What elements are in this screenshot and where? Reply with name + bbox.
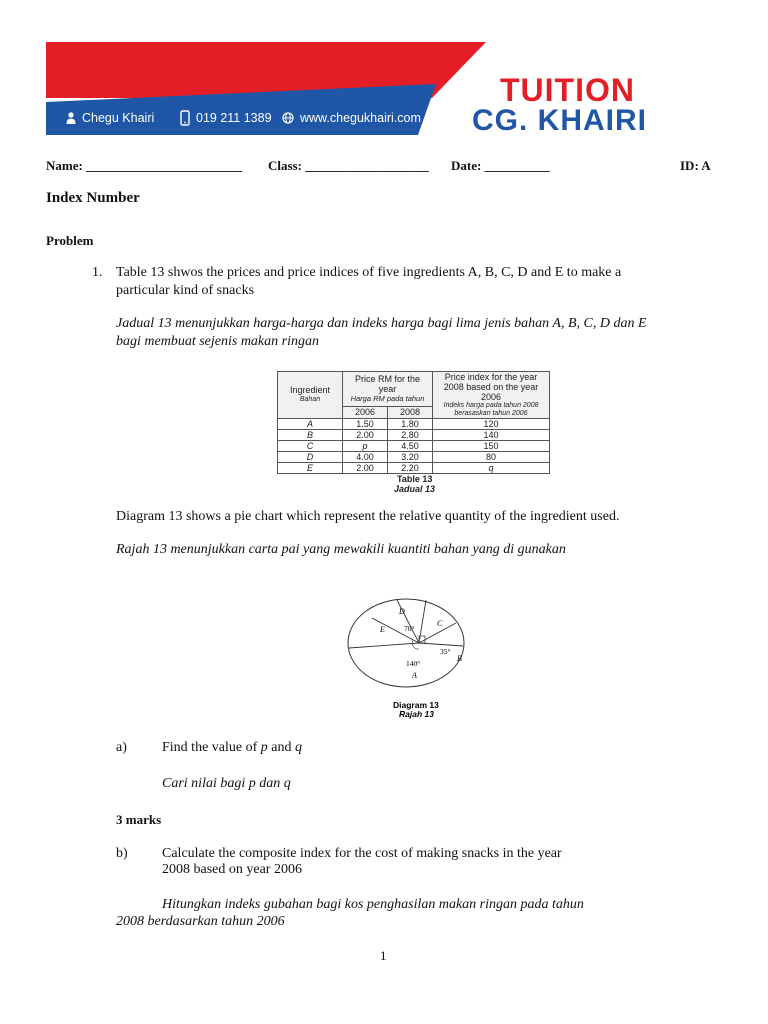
qa-var-p: p	[260, 740, 268, 755]
qa-var-q: q	[294, 740, 302, 755]
table-header-row	[278, 372, 550, 407]
name-field: Name: ________________________	[46, 158, 243, 173]
cell-price-2008: 4.50	[388, 441, 433, 452]
header-price-text: Price RM for the year	[354, 373, 421, 394]
header-index-line2: 2008 based on the year	[443, 382, 539, 392]
header-index-malay1: Indeks harga pada tahun 2008	[443, 402, 539, 409]
header-index-line1: Price index for the year	[444, 372, 538, 382]
cell-index: 120	[433, 419, 550, 430]
qa-malay-q: q	[283, 776, 291, 791]
table-row	[278, 441, 550, 452]
cell-price-2008: 3.20	[388, 452, 433, 463]
qa-malay-and: dan	[255, 776, 284, 791]
question-malay-line1: Jadual 13 menunjukkan harga-harga dan indeks harga bagi lima jenis bahan A, B, C, D dan E	[116, 316, 647, 331]
table-row	[278, 463, 550, 474]
contact-phone	[180, 108, 272, 128]
table-row	[278, 419, 550, 430]
date-field: Date: __________	[451, 158, 550, 173]
cell-index: 140	[433, 430, 550, 441]
header-index	[433, 372, 550, 419]
question-number: 1.	[92, 265, 103, 280]
header-ingredient-malay: Bahan	[299, 396, 321, 403]
cell-price-2006: 1.50	[343, 419, 388, 430]
pie-caption-malay: Rajah 13	[399, 709, 434, 719]
header-price-malay: Harga RM pada tahun	[350, 393, 425, 403]
pie-label-b: B	[457, 654, 462, 663]
pie-label-c: C	[437, 619, 443, 628]
qb-label: b)	[116, 846, 128, 861]
cell-price-2006: 2.00	[343, 463, 388, 474]
page-number: 1	[380, 948, 387, 963]
class-field: Class: ___________________	[268, 158, 429, 173]
contact-phone-text: 019 211 1389	[196, 111, 272, 125]
qa-malay-p: p	[248, 776, 256, 791]
table-row	[278, 452, 550, 463]
question-malay-line2: bagi membuat sejenis makan ringan	[116, 334, 319, 349]
cell-price-2006: 4.00	[343, 452, 388, 463]
contact-web[interactable]	[282, 108, 421, 128]
contact-name-text: Chegu Khairi	[82, 111, 155, 125]
pie-label-d: D	[399, 607, 405, 616]
pie-chart	[338, 598, 474, 720]
cell-price-2006: 2.00	[343, 430, 388, 441]
pie-label-e: E	[380, 625, 385, 634]
qa-label: a)	[116, 740, 127, 755]
qa-malay	[162, 776, 291, 792]
cell-ingredient: A	[278, 419, 343, 430]
cell-ingredient: E	[278, 463, 343, 474]
diagram-text-malay: Rajah 13 menunjukkan carta pai yang mewakili kuantiti bahan yang di gunakan	[116, 542, 566, 557]
qb-malay-line1: Hitungkan indeks gubahan bagi kos penghasilan makan ringan pada tahun	[162, 897, 584, 912]
cell-index: q	[433, 463, 550, 474]
pie-label-a: A	[412, 671, 417, 680]
cell-index: 80	[433, 452, 550, 463]
header-price	[343, 372, 433, 407]
contact-name	[66, 108, 154, 128]
header-ingredient-text: Ingredient	[289, 385, 331, 395]
brand-tuition: TUITION	[500, 72, 635, 108]
cell-price-2008: 1.80	[388, 419, 433, 430]
cell-ingredient: D	[278, 452, 343, 463]
qa-text-pre: Find the value of	[162, 740, 261, 755]
section-heading: Problem	[46, 233, 94, 248]
brand-khairi: CG. KHAIRI	[472, 104, 647, 137]
question-text-line2: particular kind of snacks	[116, 283, 255, 298]
qa-malay-pre: Cari nilai bagi	[162, 776, 249, 791]
diagram-text: Diagram 13 shows a pie chart which represent the relative quantity of the ingredient used.	[116, 509, 620, 524]
pie-caption: Diagram 13	[393, 700, 439, 710]
qa-text-and: and	[267, 740, 295, 755]
qa-text	[162, 740, 302, 756]
table-caption-malay: Jadual 13	[394, 484, 436, 494]
header-2006: 2006	[343, 406, 388, 418]
price-table	[277, 371, 550, 474]
table-row	[278, 430, 550, 441]
qb-malay-line2: 2008 berdasarkan tahun 2006	[116, 914, 285, 929]
header-ingredient	[278, 372, 343, 419]
phone-icon	[180, 110, 190, 126]
pie-angle-35: 35°	[440, 647, 451, 656]
table-caption: Table 13	[397, 474, 433, 484]
question-text-line1: Table 13 shwos the prices and price indices of five ingredients A, B, C, D and E to make a	[116, 265, 622, 280]
cell-price-2008: 2.20	[388, 463, 433, 474]
header-index-malay2: berasaskan tahun 2006	[454, 410, 528, 417]
user-icon	[66, 112, 76, 124]
cell-price-2008: 2.80	[388, 430, 433, 441]
cell-index: 150	[433, 441, 550, 452]
id-field: ID: A	[680, 158, 711, 173]
globe-icon	[282, 112, 294, 124]
qb-text-line1: Calculate the composite index for the cost of making snacks in the year	[162, 846, 562, 861]
header-2008: 2008	[388, 406, 433, 418]
cell-ingredient: B	[278, 430, 343, 441]
page-title: Index Number	[46, 190, 140, 206]
contact-web-text[interactable]: www.chegukhairi.com	[300, 111, 421, 125]
pie-outline	[348, 599, 464, 687]
header-index-line3: 2006	[480, 392, 502, 402]
cell-price-2006: p	[343, 441, 388, 452]
marks-label: 3 marks	[116, 812, 162, 827]
pie-angle-140: 140°	[406, 659, 421, 668]
qb-text-line2: 2008 based on year 2006	[162, 862, 302, 877]
cell-ingredient: C	[278, 441, 343, 452]
pie-angle-70: 70°	[404, 624, 415, 633]
